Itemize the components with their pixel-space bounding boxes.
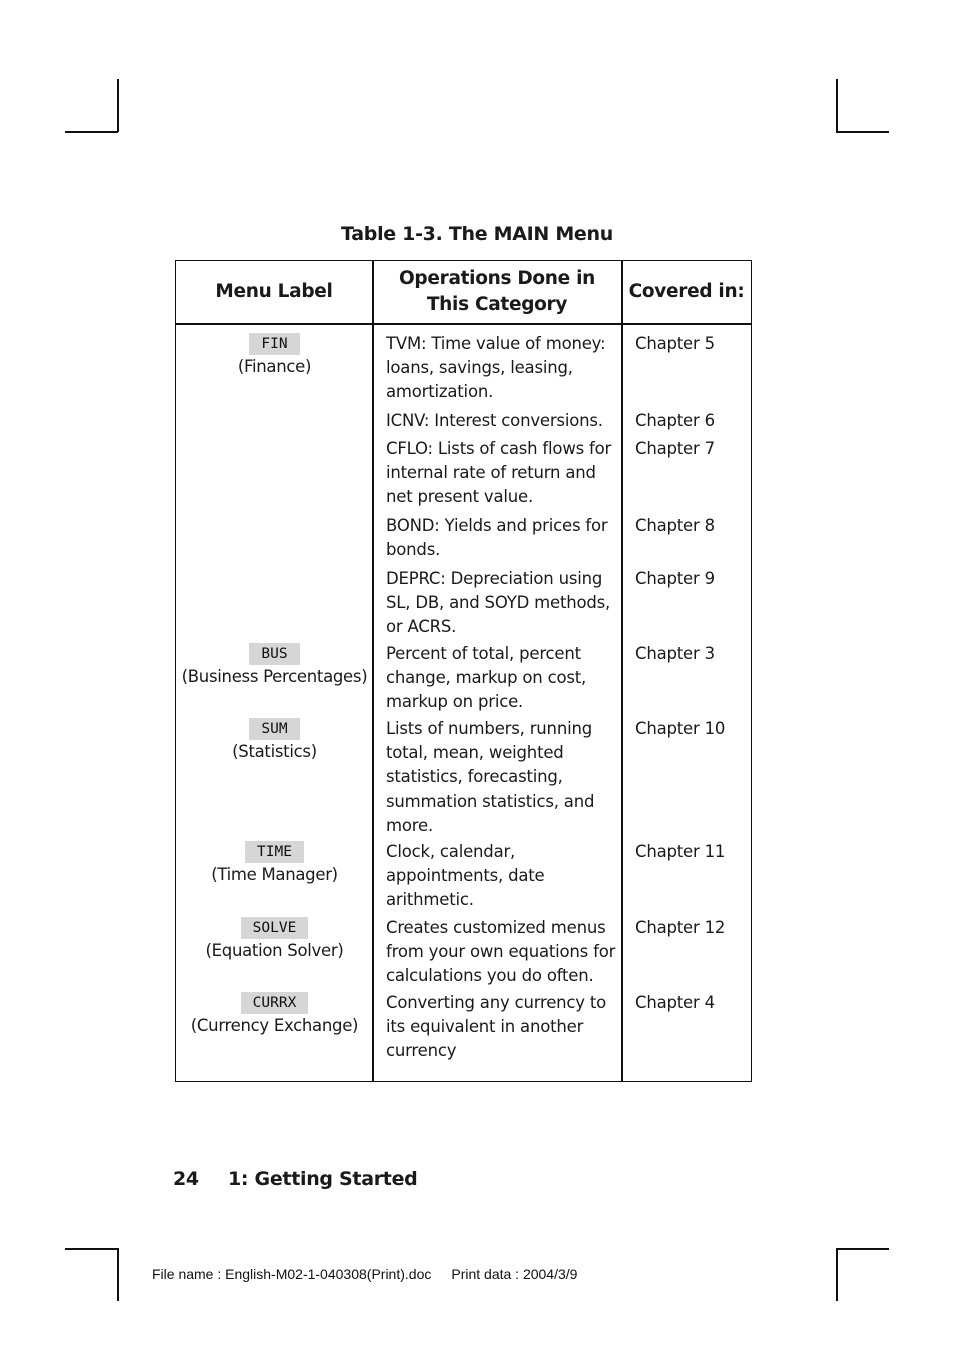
header-covered-in: Covered in: [628,281,745,302]
chapter-ref: Chapter 8 [635,516,715,535]
chapter-title: 1: Getting Started [228,1168,418,1190]
crop-mark [836,131,889,133]
menu-label-bus [176,639,373,689]
header-operations-line1: Operations Done in [399,268,595,289]
operation-text: Creates customized menus from your own equations for calculations you do often. [386,918,616,986]
currx-description: (Currency Exchange) [190,1016,359,1035]
operation-text: BOND: Yields and prices for bonds. [386,516,608,560]
chapter-ref: Chapter 5 [635,334,715,353]
solve-key: SOLVE [241,917,309,939]
time-description: (Time Manager) [211,865,338,884]
chapter-ref: Chapter 12 [635,918,726,937]
fin-description: (Finance) [237,357,312,376]
currx-key: CURRX [241,992,309,1014]
main-menu-table [175,260,752,1082]
crop-mark [117,1248,119,1301]
crop-mark [65,1248,118,1250]
header-operations [373,261,621,323]
chapter-ref: Chapter 3 [635,644,715,663]
menu-label-time [176,837,373,887]
fin-key: FIN [249,333,299,355]
operation-text: Percent of total, percent change, markup on cost, markup on price. [386,644,587,712]
operation-text: ICNV: Interest conversions. [386,411,603,430]
bus-description: (Business Percentages) [181,667,368,686]
operation-text: Clock, calendar, appointments, date arithmetic. [386,842,545,910]
operation-text: Converting any currency to its equivalent in another currency [386,993,607,1061]
print-date: Print data : 2004/3/9 [451,1266,578,1282]
header-divider [176,323,751,325]
chapter-ref: Chapter 10 [635,719,726,738]
header-menu-label: Menu Label [215,281,333,302]
header-operations-line2: This Category [426,294,568,315]
bus-key: BUS [249,643,299,665]
page-number: 24 [173,1168,199,1190]
operation-text: Lists of numbers, running total, mean, weighted statistics, forecasting, summation statistics, and more. [386,719,595,835]
sum-description: (Statistics) [232,742,317,761]
time-key: TIME [245,841,304,863]
solve-description: (Equation Solver) [205,941,344,960]
operation-text: CFLO: Lists of cash flows for internal rate of return and net present value. [386,439,612,507]
crop-mark [836,1248,838,1301]
crop-mark [117,79,119,132]
menu-label-currx [176,988,373,1038]
sum-key: SUM [249,718,299,740]
chapter-ref: Chapter 7 [635,439,715,458]
menu-label-fin [176,329,373,379]
file-name: File name : English-M02-1-040308(Print).doc [152,1266,432,1282]
chapter-ref: Chapter 6 [635,411,715,430]
menu-label-sum [176,714,373,764]
crop-mark [836,79,838,132]
operation-text: DEPRC: Depreciation using SL, DB, and SOYD methods, or ACRS. [386,569,611,637]
chapter-ref: Chapter 4 [635,993,715,1012]
chapter-ref: Chapter 9 [635,569,715,588]
menu-label-solve [176,913,373,963]
chapter-ref: Chapter 11 [635,842,726,861]
crop-mark [836,1248,889,1250]
page-footer [173,1168,417,1190]
operation-text: TVM: Time value of money: loans, savings, leasing, amortization. [386,334,606,402]
table-title: Table 1-3. The MAIN Menu [341,223,613,245]
file-info [152,1266,577,1282]
crop-mark [65,131,118,133]
